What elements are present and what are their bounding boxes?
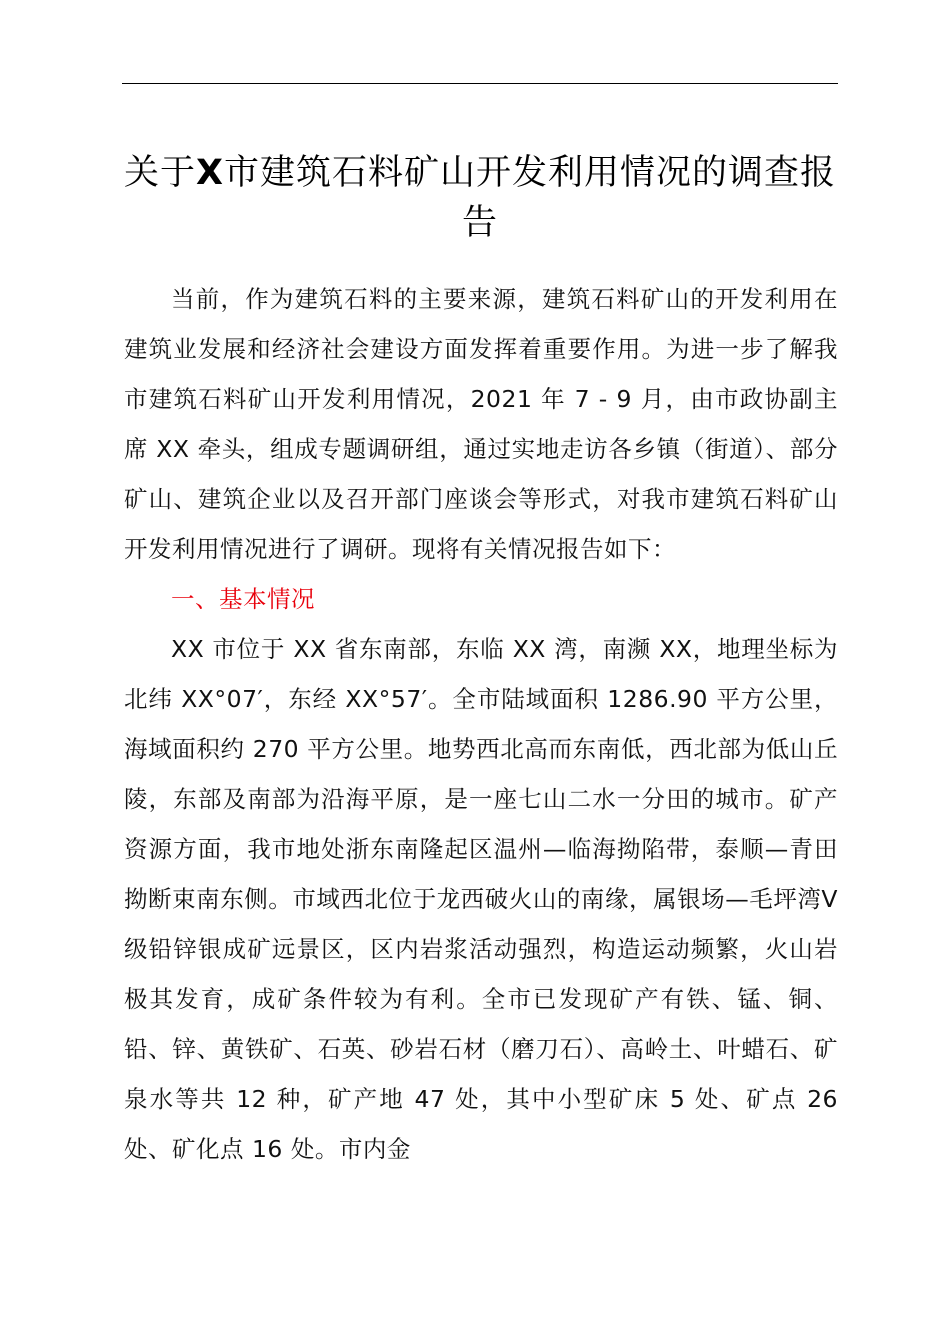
title-prefix: 关于	[123, 153, 196, 193]
header-rule	[122, 83, 838, 84]
section-heading-basic-situation: 一、基本情况	[171, 585, 315, 613]
title-bold-x: X	[196, 153, 224, 193]
document-body	[124, 274, 838, 1174]
section-paragraph: XX 市位于 XX 省东南部，东临 XX 湾，南濒 XX，地理坐标为北纬 XX°07′，东经 XX°57′。全市陆域面积 1286.90 平方公里，海域面积约 270 平方公里。地势西北高而东南低，西北部为低山丘陵，东部及南部为沿海平原，是一座七山二水一分田的城市。矿产资源方面，我市地处浙东南隆起区温州—临海拗陷带，泰顺—青田拗断束南东侧。市域西北位于龙西破火山的南缘，属银场—毛坪湾Ⅴ级铅锌银成矿远景区，区内岩浆活动强烈，构造运动频繁，火山岩极其发育，成矿条件较为有利。全市已发现矿产有铁、锰、铜、铅、锌、黄铁矿、石英、砂岩石材（磨刀石）、高岭土、叶蜡石、矿泉水等共 12 种，矿产地 47 处，其中小型矿床 5 处、矿点 26 处、矿化点 16 处。市内金	[124, 635, 838, 1163]
document-title	[122, 148, 838, 248]
intro-paragraph: 当前，作为建筑石料的主要来源，建筑石料矿山的开发利用在建筑业发展和经济社会建设方面发挥着重要作用。为进一步了解我市建筑石料矿山开发利用情况，2021 年 7 - 9 月，由市政协副主席 XX 牵头，组成专题调研组，通过实地走访各乡镇（街道）、部分矿山、建筑企业以及召开部门座谈会等形式，对我市建筑石料矿山开发利用情况进行了调研。现将有关情况报告如下：	[124, 285, 838, 563]
title-rest: 市建筑石料矿山开发利用情况的调查报告	[224, 153, 837, 243]
